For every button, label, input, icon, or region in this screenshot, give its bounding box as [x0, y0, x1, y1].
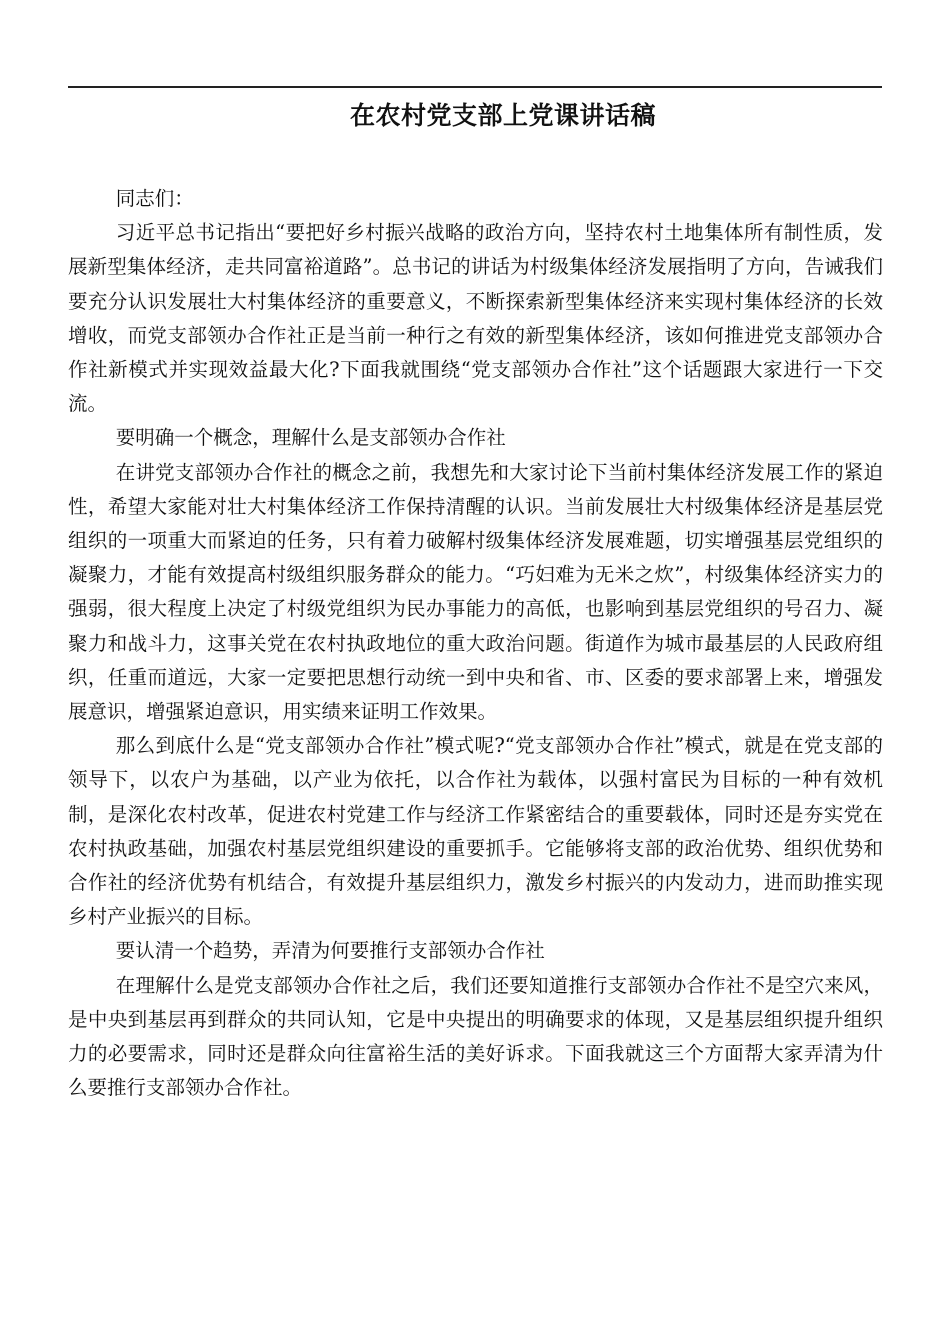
- document-body: [68, 182, 883, 1105]
- paragraph-intro: 习近平总书记指出“要把好乡村振兴战略的政治方向，坚持农村土地集体所有制性质，发展新型集体经济，走共同富裕道路”。总书记的讲话为村级集体经济发展指明了方向，告诫我们要充分认识发展壮大村集体经济的重要意义，不断探索新型集体经济来实现村集体经济的长效增收，而党支部领办合作社正是当前一种行之有效的新型集体经济，该如何推进党支部领办合作社新模式并实现效益最大化?下面我就围绕“党支部领办合作社”这个话题跟大家进行一下交流。: [68, 221, 883, 416]
- paragraph-reasons: 在理解什么是党支部领办合作社之后，我们还要知道推行支部领办合作社不是空穴来风，是中央到基层再到群众的共同认知，它是中央提出的明确要求的体现，又是基层组织提升组织力的必要需求，同时还是群众向往富裕生活的美好诉求。下面我就这三个方面帮大家弄清为什么要推行支部领办合作社。: [68, 973, 883, 1100]
- paragraph-definition: 那么到底什么是“党支部领办合作社”模式呢?“党支部领办合作社”模式，就是在党支部的领导下，以农户为基础，以产业为依托，以合作社为载体，以强村富民为目标的一种有效机制，是深化农村改革，促进农村党建工作与经济工作紧密结合的重要载体，同时还是夯实党在农村执政基础，加强农村基层党组织建设的重要抓手。它能够将支部的政治优势、组织优势和合作社的经济优势有机结合，有效提升基层组织力，激发乡村振兴的内发动力，进而助推实现乡村产业振兴的目标。: [68, 734, 883, 929]
- section-heading-trend: 要认清一个趋势，弄清为何要推行支部领办合作社: [115, 939, 545, 963]
- document-title: 在农村党支部上党课讲话稿: [349, 101, 656, 130]
- paragraph-urgency: 在讲党支部领办合作社的概念之前，我想先和大家讨论下当前村集体经济发展工作的紧迫性，希望大家能对壮大村集体经济工作保持清醒的认识。当前发展壮大村级集体经济是基层党组织的一项重大而紧迫的任务，只有着力破解村级集体经济发展难题，切实增强基层党组织的凝聚力，才能有效提高村级组织服务群众的能力。“巧妇难为无米之炊”，村级集体经济实力的强弱，很大程度上决定了村级党组织为民办事能力的高低，也影响到基层党组织的号召力、凝聚力和战斗力，这事关党在农村执政地位的重大政治问题。街道作为城市最基层的人民政府组织，任重而道远，大家一定要把思想行动统一到中央和省、市、区委的要求部署上来，增强发展意识，增强紧迫意识，用实绩来证明工作效果。: [68, 460, 883, 724]
- section-heading-concept: 要明确一个概念，理解什么是支部领办合作社: [115, 426, 506, 450]
- header-rule: [68, 86, 882, 88]
- salutation: 同志们：: [115, 187, 194, 210]
